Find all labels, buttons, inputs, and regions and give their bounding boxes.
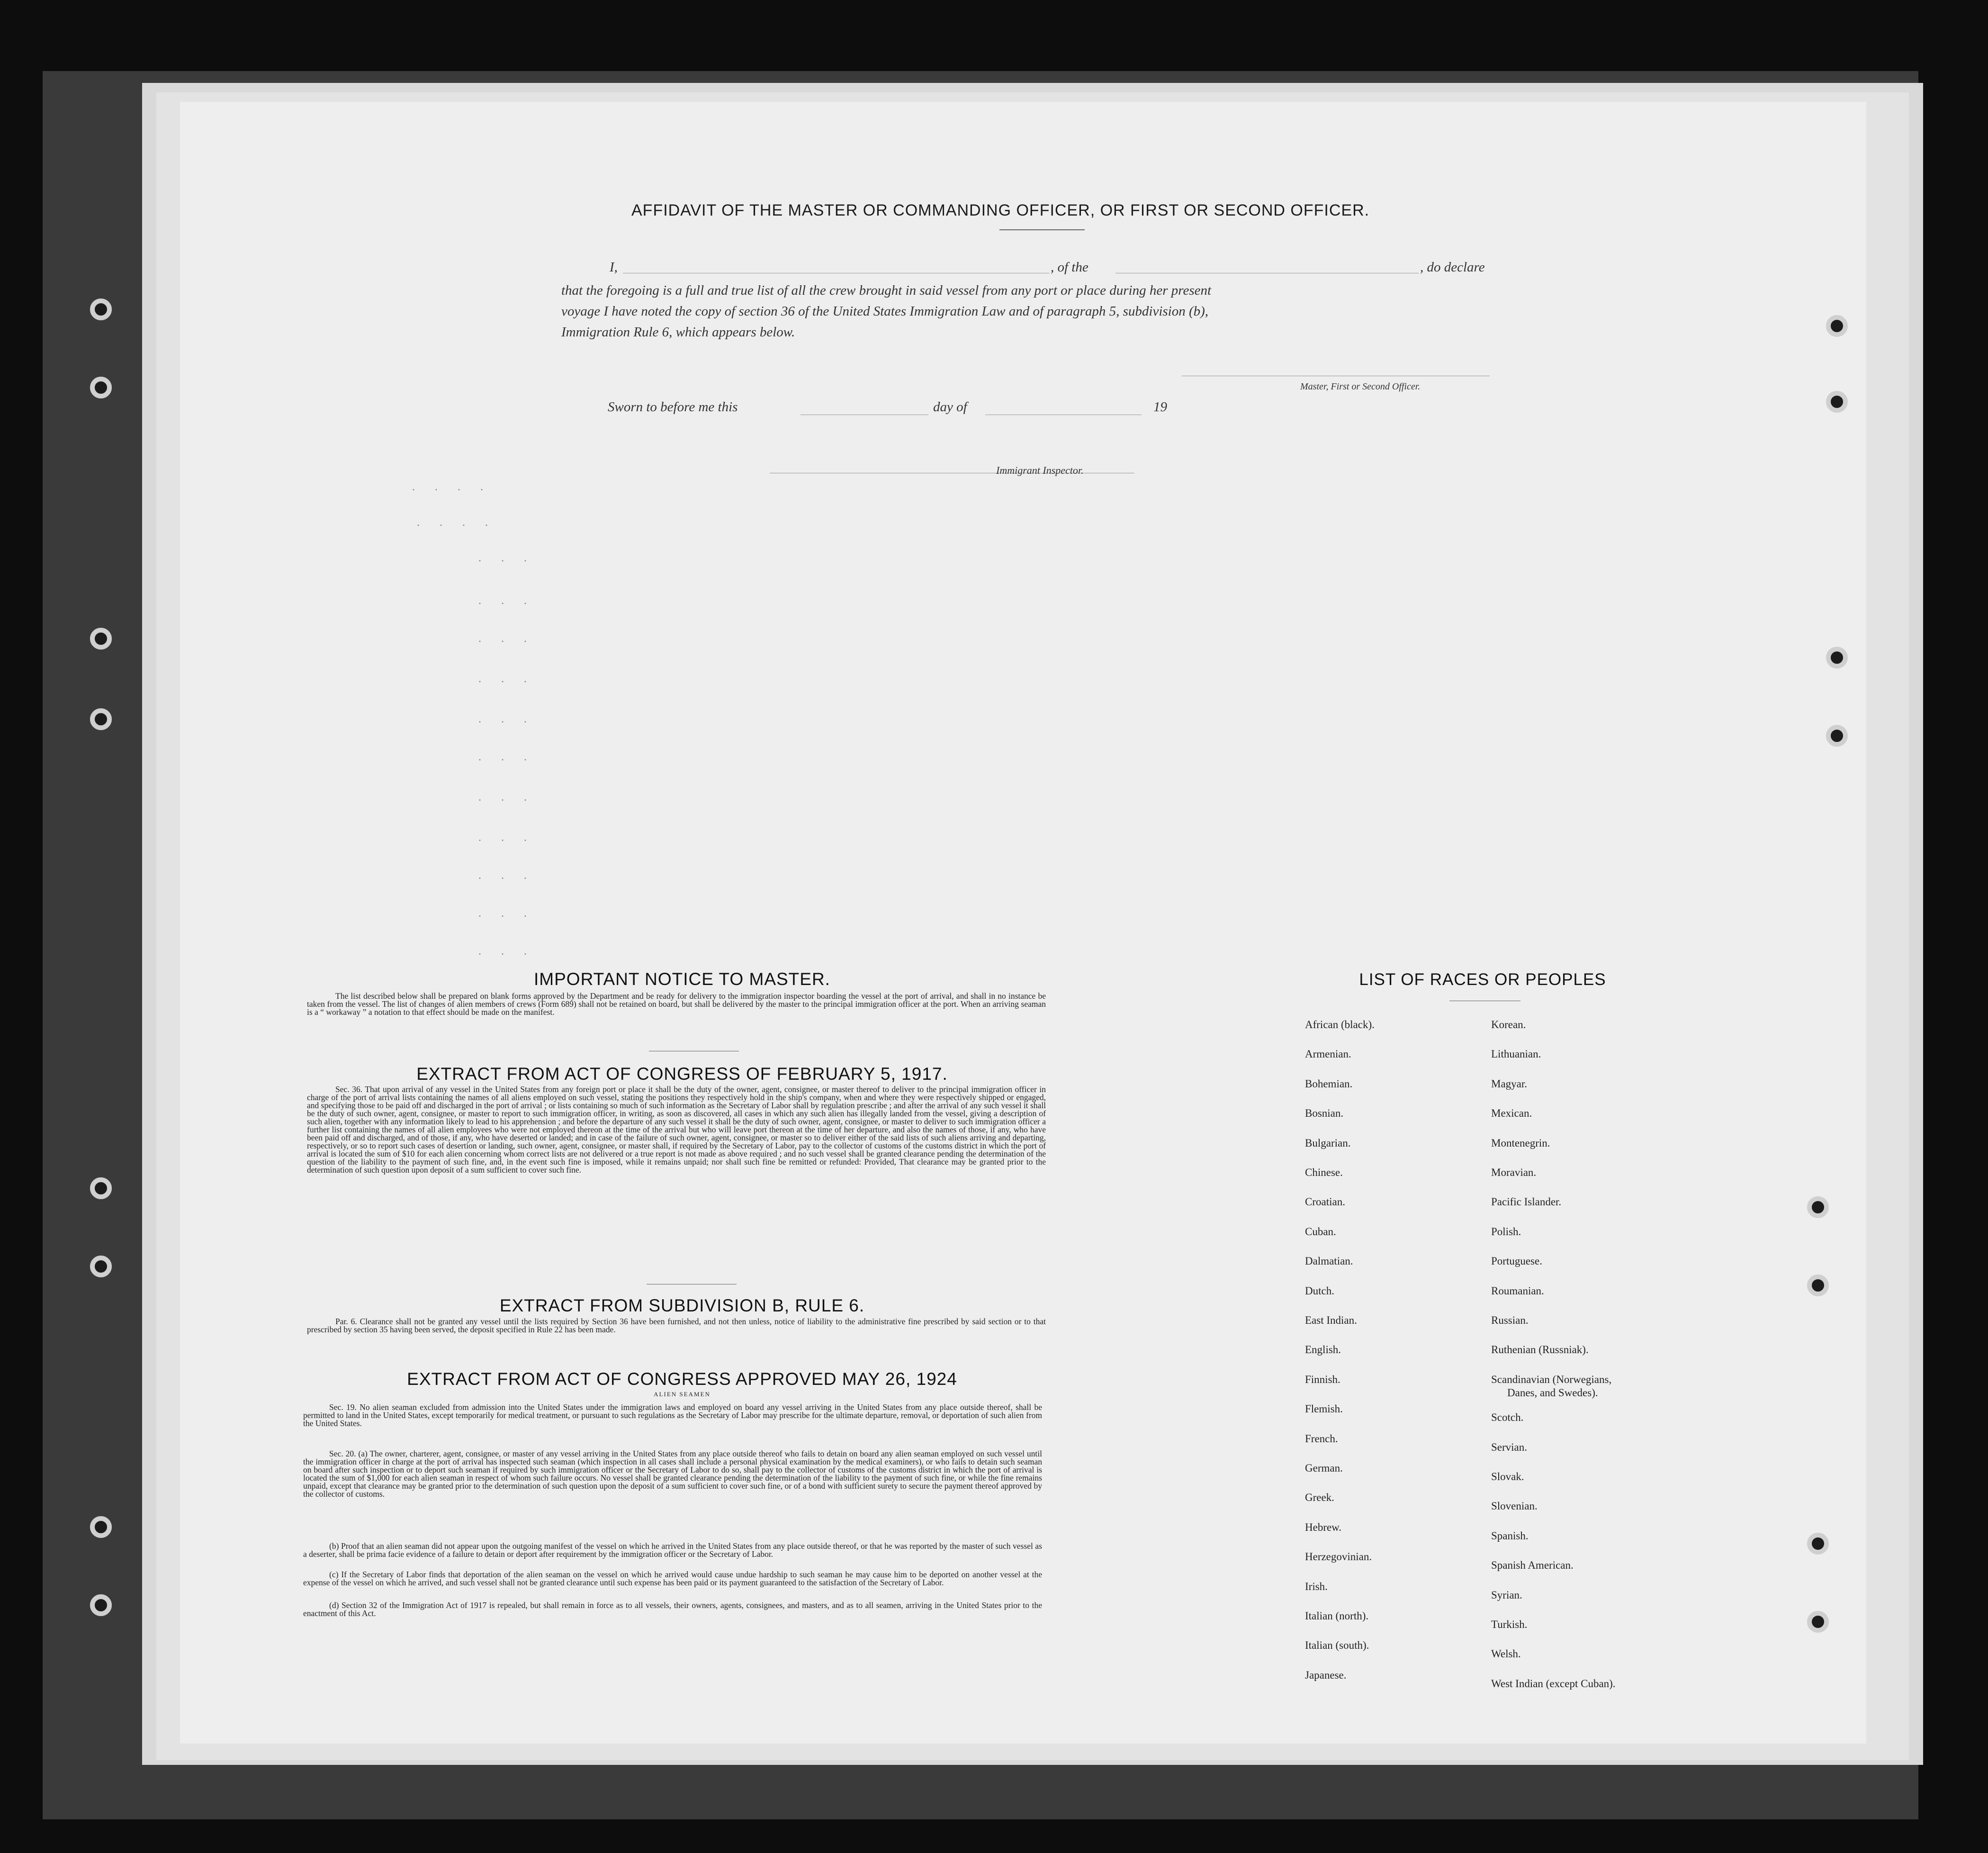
race-item: Slovenian. — [1491, 1500, 1538, 1512]
race-item: Syrian. — [1491, 1589, 1522, 1601]
race-item: Servian. — [1491, 1441, 1528, 1453]
bleed-through-dots: . . . — [478, 633, 535, 645]
bleed-through-dots: . . . — [478, 869, 535, 882]
race-item: Scandinavian (Norwegians, — [1491, 1373, 1612, 1385]
extract-1917-title: EXTRACT FROM ACT OF CONGRESS OF FEBRUARY 5, 1917. — [416, 1064, 948, 1084]
bleed-through-dots: . . . . — [417, 516, 496, 529]
race-item: Japanese. — [1305, 1669, 1347, 1681]
extract-1917-text: Sec. 36. That upon arrival of any vessel in the United States from any foreign port or place it shall be the duty of the owner, agent, consignee, or master thereof to deliver to the principal immigration officer in charge of the port of arrival lists containing the names of all aliens employed on such vessel, stating the positions they respectively hold in the ship's company, when and where they were respectively shipped or engaged, and specifying those to be paid off and discharged in the port of arrival ; or lists containing so much of such information as the Secretary of Labor shall by regulation prescribe ; and after the arrival of any such vessel it shall be the duty of such owner, agent, consignee, or master to report to such immigration officer, in writing, as soon as discovered, all cases in which any such alien has illegally landed from the vessel, giving a description of such alien, together with any information likely to lead to his apprehension ; and before the departure of any such vessel it shall be the duty of such owner, agent, consignee, or master to deliver to such immigration officer a further list containing the names of all alien employees who were not employed thereon at the time of the arrival but who will leave port thereon at the time of her departure, and also the names of those, if any, who have been paid off and discharged, and of those, if any, who have deserted or landed; and in case of the failure of such owner, agent, consignee, or master so to deliver either of the said lists of such aliens arriving and departing, respectively, or so to report such cases of desertion or landing, such owner, agent, consignee, or master shall, if required by the Secretary of Labor, pay to the collector of customs of the customs district in which the port of arrival is located the sum of $10 for each alien concerning whom correct lists are not delivered or a true report is not made as above required ; and no such vessel shall be granted clearance pending the determination of the question of the liability to the payment of such fine, and, in the event such fine is imposed, while it remains unpaid; nor shall such fine be remitted or refunded: Provided, That clearance may be granted prior to the determination of such question upon deposit of a sum sufficient to cover such fine. — [307, 1085, 1046, 1175]
bleed-through-dots: . . . . — [412, 481, 492, 493]
race-item: Hebrew. — [1305, 1521, 1342, 1533]
notice-title: IMPORTANT NOTICE TO MASTER. — [534, 969, 830, 989]
affidavit-line-4: Immigration Rule 6, which appears below. — [561, 325, 795, 340]
race-item: English. — [1305, 1344, 1341, 1356]
inspector-signature-label: Immigrant Inspector. — [996, 464, 1084, 476]
race-item: African (black). — [1305, 1019, 1375, 1030]
affidavit-title: AFFIDAVIT OF THE MASTER OR COMMANDING OFFICER, OR FIRST OR SECOND OFFICER. — [631, 201, 1370, 219]
title-divider — [999, 229, 1085, 230]
notice-text: The list described below shall be prepared on blank forms approved by the Department and be ready for delivery to the immigration inspector boarding the vessel at the port of arrival, and shall in no instance be taken from the vessel. The list of changes of alien members of crews (Form 689) shall not be retained on board, but shall be delivered by the master to the principal immigration officer at the port. When an arriving seaman is a “ workaway ” a notation to that effect should be made on the manifest. — [307, 991, 1046, 1017]
race-item: Welsh. — [1491, 1648, 1521, 1660]
race-item: Bulgarian. — [1305, 1137, 1351, 1149]
race-item: Dalmatian. — [1305, 1255, 1353, 1267]
race-item: Bosnian. — [1305, 1107, 1344, 1120]
race-item: Lithuanian. — [1491, 1048, 1541, 1060]
race-item: Moravian. — [1491, 1166, 1537, 1178]
race-item: Dutch. — [1305, 1284, 1334, 1297]
bleed-through-dots: . . . — [478, 713, 535, 725]
race-item: Greek. — [1305, 1491, 1334, 1504]
affidavit-line-2: that the foregoing is a full and true list of all the crew brought in said vessel from any port or place during her present — [561, 283, 1212, 298]
extract-1924-sec20c: (c) If the Secretary of Labor finds that deportation of the alien seaman on the vessel on which he arrived would cause undue hardship to such seaman he may cause him to be deported on another vessel at the expense of the vessel on which he arrived, and such vessel shall not be granted clearance until such expense has been paid or its payment guaranteed to the satisfaction of the Secretary of Labor. — [303, 1570, 1042, 1587]
race-item: Pacific Islander. — [1491, 1196, 1562, 1208]
race-item: Turkish. — [1491, 1618, 1528, 1630]
extract-1924-title: EXTRACT FROM ACT OF CONGRESS APPROVED MAY 26, 1924 — [407, 1369, 957, 1389]
race-item: German. — [1305, 1462, 1343, 1474]
race-item: Bohemian. — [1305, 1077, 1353, 1090]
bleed-through-dots: . . . — [478, 907, 535, 920]
race-item: Korean. — [1491, 1019, 1526, 1030]
race-item: Slovak. — [1491, 1471, 1524, 1482]
race-item: Armenian. — [1305, 1048, 1351, 1060]
race-item: Croatian. — [1305, 1196, 1345, 1208]
race-item-continuation: Danes, and Swedes). — [1507, 1386, 1598, 1399]
race-item: Italian (north). — [1305, 1610, 1369, 1622]
races-title: LIST OF RACES OR PEOPLES — [1359, 970, 1606, 989]
sworn-label: Sworn to before me this — [608, 399, 738, 415]
race-item: Irish. — [1305, 1580, 1328, 1592]
race-item: Flemish. — [1305, 1403, 1343, 1415]
extract-1924-sec20b: (b) Proof that an alien seaman did not appear upon the outgoing manifest of the vessel on which he arrived in the United States from any place outside thereof, or that he was reported by the master of such vessel as a deserter, shall be prima facie evidence of a failure to detain or deport after requirement by the immigration officer or the Secretary of Labor. — [303, 1541, 1042, 1559]
bleed-through-dots: . . . — [478, 673, 535, 685]
race-item: French. — [1305, 1432, 1338, 1445]
bleed-through-dots: . . . — [478, 552, 535, 564]
race-item: Herzegovinian. — [1305, 1551, 1372, 1563]
extract-1924-sec20a: Sec. 20. (a) The owner, charterer, agent, consignee, or master of any vessel arriving in the United States from any place outside thereof who fails to detain on board any alien seaman employed on such vessel until the immigration officer in charge at the port of arrival has inspected such seaman (which inspection in all cases shall include a personal physical examination by the medical examiners), or who fails to detain such seaman on board after such inspection or to deport such seaman if required by such immigration officer or the Secretary of Labor to do so, shall pay to the collector of customs of the customs district in which the port of arrival is located the sum of $1,000 for each alien seaman in respect of whom such failure occurs. No vessel shall be granted clearance pending the determination of the liability to the payment of such fine, or while the fine remains unpaid, except that clearance may be granted prior to the determination of such question upon the deposit of a sum sufficient to cover such fine, or of a bond with sufficient surety to secure the payment thereof approved by the collector of customs. — [303, 1449, 1042, 1499]
race-item: Polish. — [1491, 1225, 1521, 1238]
race-item: West Indian (except Cuban). — [1491, 1677, 1616, 1690]
race-item: Magyar. — [1491, 1077, 1528, 1090]
day-of-label: day of — [933, 399, 967, 415]
race-item: Spanish American. — [1491, 1559, 1574, 1572]
extract-rule6-title: EXTRACT FROM SUBDIVISION B, RULE 6. — [499, 1296, 865, 1315]
race-item: Spanish. — [1491, 1529, 1529, 1542]
master-signature-label: Master, First or Second Officer. — [1300, 381, 1421, 392]
extract-1924-sec20d: (d) Section 32 of the Immigration Act of 1917 is repealed, but shall remain in force as to all vessels, their owners, agents, consignees, and masters, and as to all seamen, arriving in the United States prior to the enactment of this Act. — [303, 1600, 1042, 1618]
year-label: 19 — [1153, 399, 1167, 415]
race-item: Mexican. — [1491, 1107, 1532, 1120]
extract-1924-sec19: Sec. 19. No alien seaman excluded from admission into the United States under the immigration laws and employed on board any vessel arriving in the United States from any place outside thereof, shall be permitted to land in the United States, except temporarily for medical treatment, or pursuant to such regulations as the Secretary of Labor may prescribe for the ultimate departure, removal, or deportation of such alien from the United States. — [303, 1402, 1042, 1428]
race-item: Ruthenian (Russniak). — [1491, 1344, 1589, 1356]
affidavit-line-3: voyage I have noted the copy of section 36 of the United States Immigration Law and of paragraph 5, subdivision (b), — [561, 304, 1209, 319]
race-item: Chinese. — [1305, 1166, 1343, 1178]
affidavit-declare: , do declare — [1420, 260, 1485, 275]
race-item: East Indian. — [1305, 1314, 1357, 1326]
bleed-through-dots: . . . — [478, 751, 535, 763]
affidavit-i: I, — [610, 260, 618, 275]
race-item: Russian. — [1491, 1314, 1529, 1326]
race-item: Portuguese. — [1491, 1255, 1542, 1267]
bleed-through-dots: . . . — [478, 832, 535, 844]
race-item: Italian (south). — [1305, 1639, 1369, 1652]
bleed-through-dots: . . . — [478, 791, 535, 804]
race-item: Montenegrin. — [1491, 1137, 1550, 1149]
bleed-through-dots: . . . — [478, 945, 535, 958]
race-item: Finnish. — [1305, 1373, 1340, 1385]
affidavit-of-the: , of the — [1051, 260, 1088, 275]
extract-rule6-text: Par. 6. Clearance shall not be granted any vessel until the lists required by Section 36 have been furnished, and not then unless, notice of liability to the administrative fine prescribed by said section or to that prescribed by section 35 having been served, the deposit specified in Rule 22 has been made. — [307, 1317, 1046, 1334]
race-item: Cuban. — [1305, 1225, 1336, 1238]
extract-1924-subtitle: ALIEN SEAMEN — [654, 1391, 711, 1398]
race-item: Roumanian. — [1491, 1284, 1544, 1297]
race-item: Scotch. — [1491, 1411, 1524, 1424]
bleed-through-dots: . . . — [478, 595, 535, 607]
